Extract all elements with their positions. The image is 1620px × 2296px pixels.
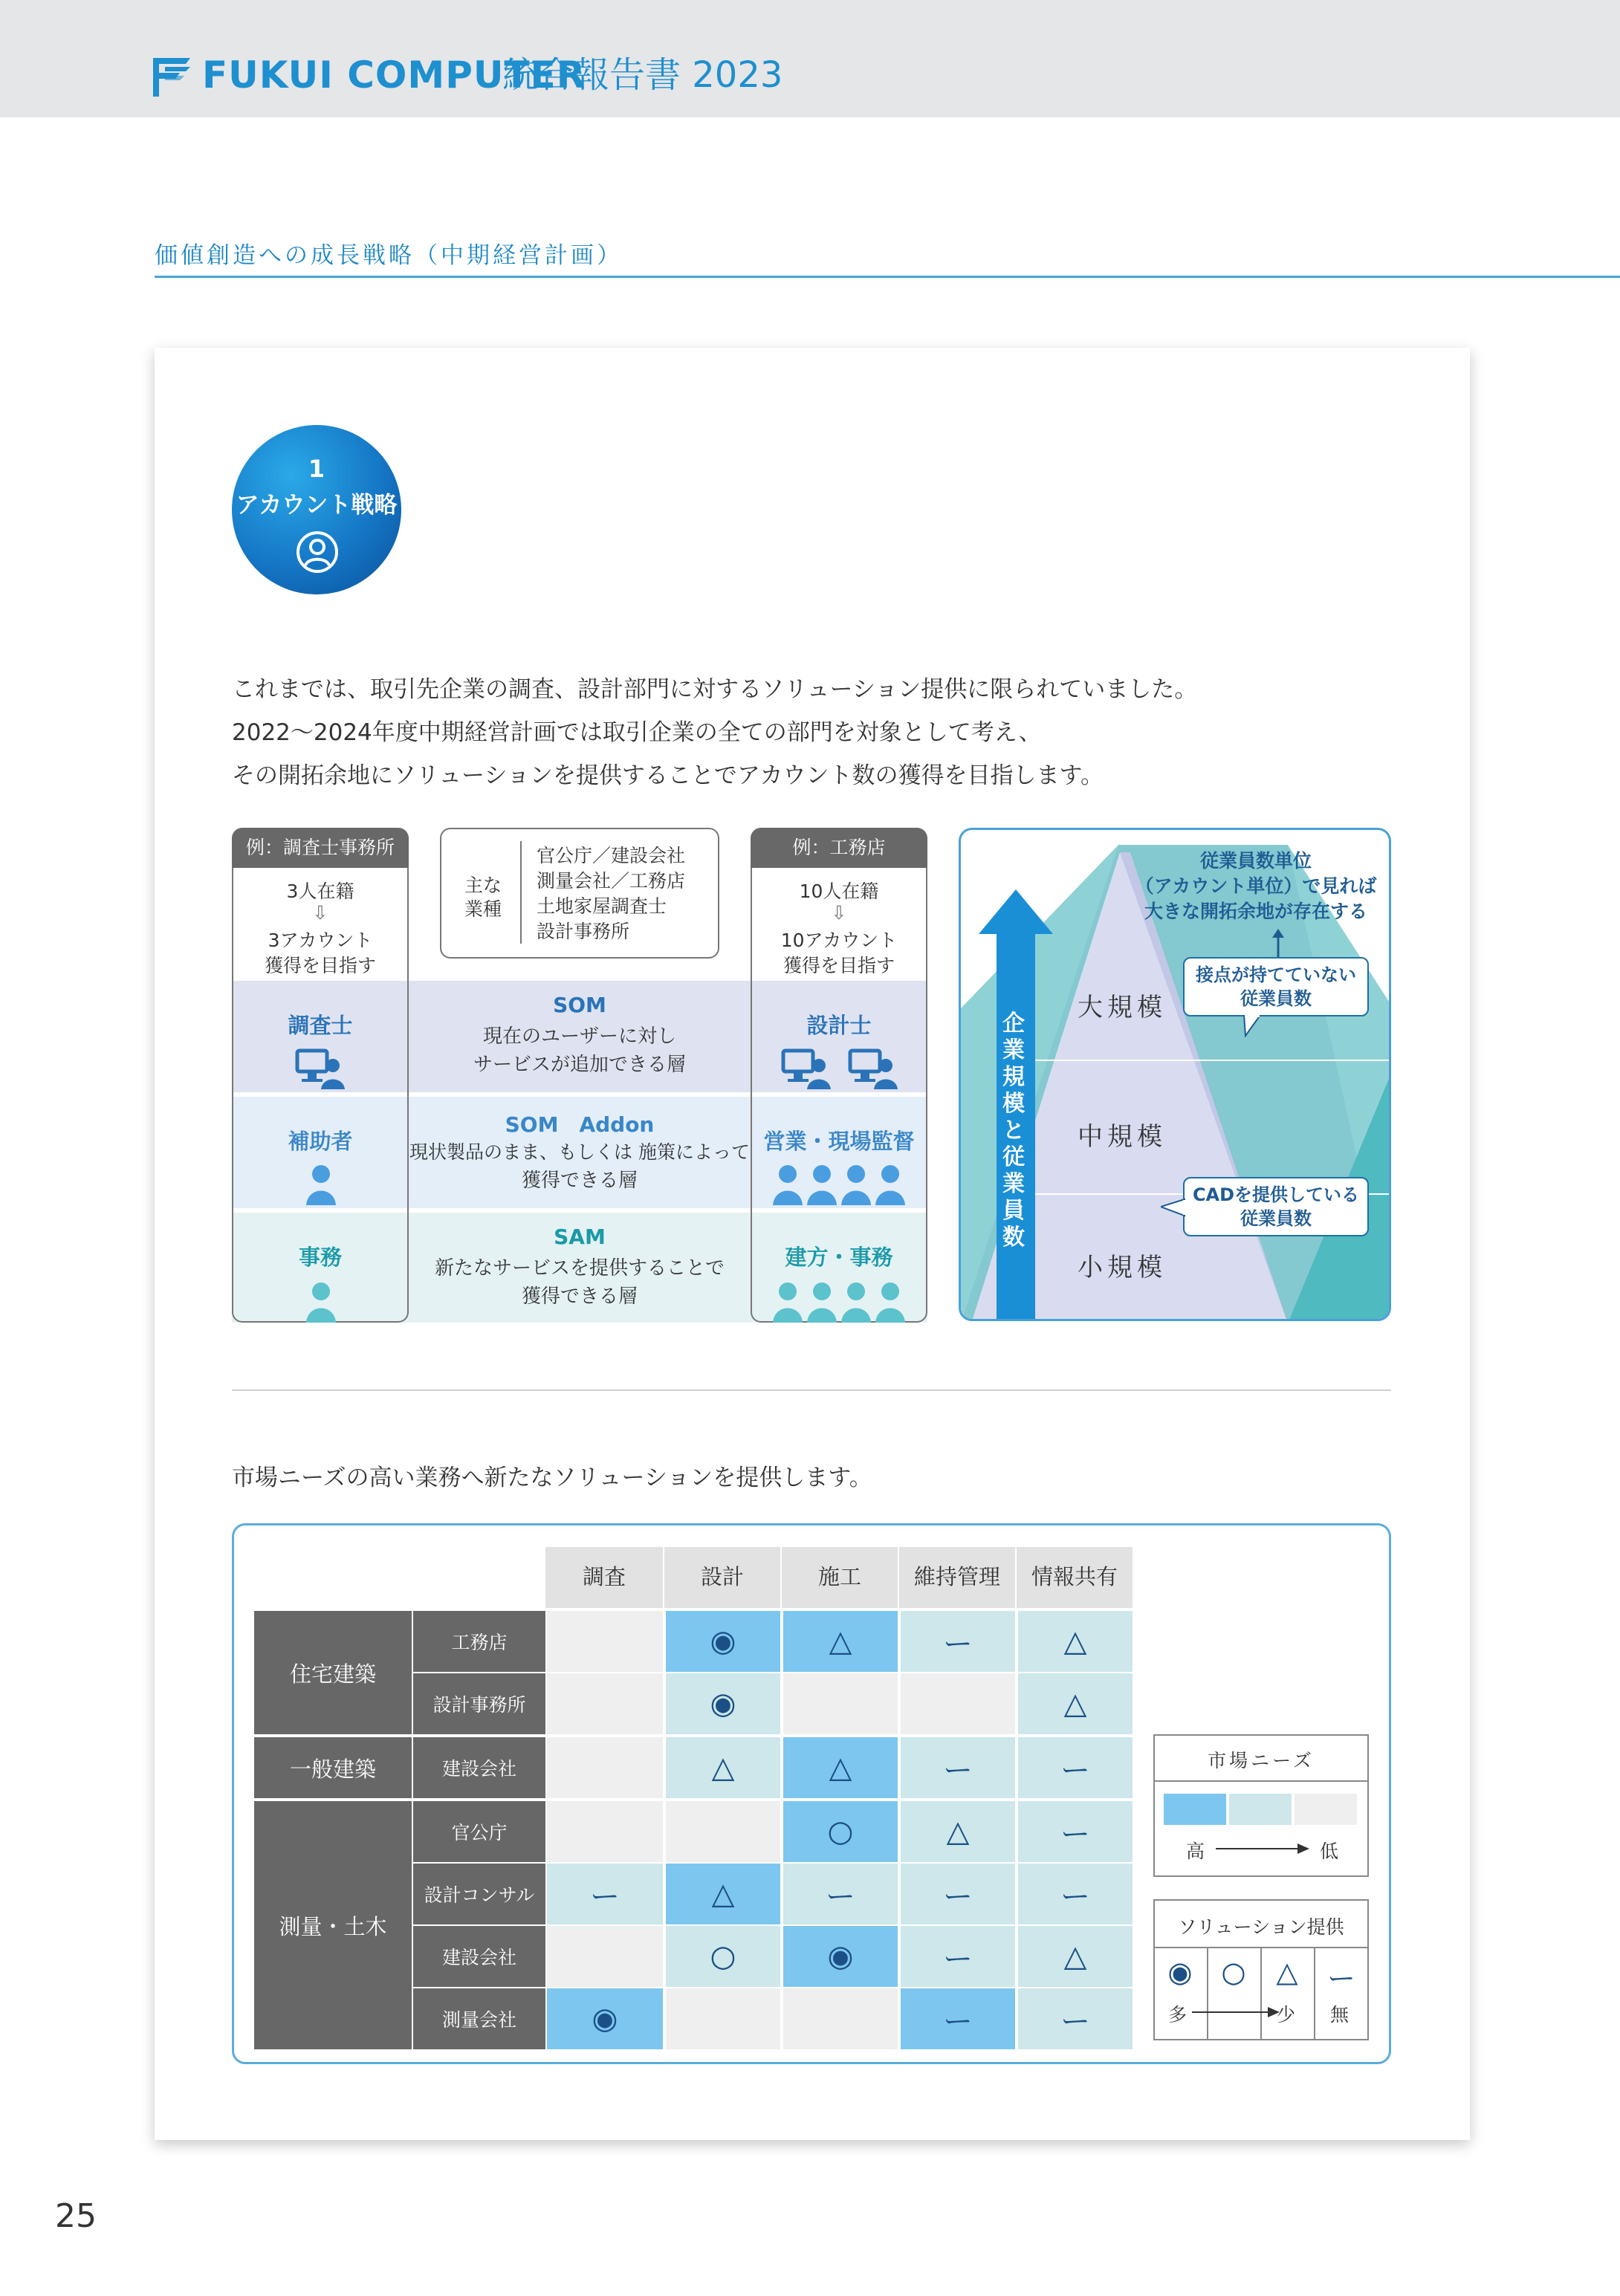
people-group-icon — [773, 1281, 907, 1323]
down-arrow-icon: ⇩ — [312, 902, 328, 924]
industries-label: 業種 — [464, 898, 502, 920]
matrix-row-label: 設計コンサル — [412, 1864, 545, 1924]
layer-title-som: SOM — [553, 993, 606, 1017]
matrix-cell: ー — [1017, 1988, 1133, 2049]
right-arrow-icon — [1192, 2005, 1280, 2020]
role-sales-supervisor: 営業・現場監督 — [763, 1129, 915, 1154]
matrix-column-header: 設計 — [664, 1547, 780, 1608]
matrix-group-label: 一般建築 — [254, 1737, 412, 1798]
matrix-cell — [545, 1611, 663, 1672]
matrix-cell: △ — [899, 1801, 1015, 1862]
computer-user-icon — [294, 1048, 346, 1089]
legend-few-label: 少 — [1277, 2004, 1296, 2026]
matrix-column-header: 維持管理 — [899, 1547, 1015, 1608]
example-right-goal: 獲得を目指す — [783, 955, 895, 976]
layer-desc: 新たなサービスを提供することで — [434, 1257, 725, 1280]
computer-user-icon — [847, 1048, 899, 1089]
industry-item: 測量会社／工務店 — [537, 870, 686, 892]
matrix-row-label: 建設会社 — [412, 1737, 545, 1798]
computer-user-icon — [780, 1048, 832, 1089]
legend-solution-title: ソリューション提供 — [1178, 1916, 1344, 1938]
role-surveyor: 調査士 — [288, 1013, 353, 1038]
industry-item: 設計事務所 — [537, 921, 630, 942]
legend-needs-title: 市場ニーズ — [1208, 1750, 1315, 1771]
matrix-cell: △ — [664, 1864, 780, 1924]
matrix-cell — [545, 1926, 663, 1987]
example-left-accounts: 3アカウント — [268, 930, 373, 951]
role-office: 事務 — [298, 1245, 342, 1270]
strategy-number: 1 — [308, 455, 325, 483]
matrix-cell: △ — [664, 1737, 780, 1798]
legend-swatch-low — [1295, 1794, 1357, 1825]
layer-title-addon: SOM Addon — [505, 1112, 655, 1137]
callout-line: CADを提供している — [1192, 1184, 1360, 1205]
pyramid-note: （アカウント単位）で見れば — [1135, 875, 1377, 897]
matrix-cell: ー — [899, 1611, 1015, 1672]
legend-swatch-mid — [1229, 1794, 1292, 1825]
matrix-cell — [545, 1673, 663, 1734]
legend-low-label: 低 — [1320, 1841, 1339, 1862]
person-icon — [306, 1164, 336, 1205]
matrix-cell: ー — [1017, 1737, 1133, 1798]
legend-rule — [1153, 1780, 1369, 1782]
size-small: 小規模 — [1078, 1253, 1167, 1282]
callout-pointer — [1161, 1196, 1186, 1219]
matrix-cell: △ — [782, 1611, 898, 1672]
matrix-group-label: 住宅建築 — [254, 1611, 412, 1734]
matrix-group-label: 測量・土木 — [254, 1801, 412, 2049]
matrix-cell: ー — [782, 1864, 898, 1924]
layer-desc: 獲得できる層 — [521, 1285, 638, 1308]
matrix-cell — [545, 1801, 663, 1862]
callout-no-contact — [1183, 957, 1369, 1016]
matrix-row-label: 建設会社 — [412, 1926, 545, 1987]
size-medium: 中規模 — [1078, 1122, 1167, 1152]
legend-none-label: 無 — [1330, 2004, 1350, 2026]
up-arrow-icon — [1271, 929, 1286, 959]
example-right-header: 例：工務店 — [751, 828, 927, 868]
matrix-cell: ー — [899, 1864, 1015, 1924]
matrix-cell: ー — [1017, 1801, 1133, 1862]
matrix-cell: ◉ — [545, 1988, 663, 2049]
matrix-cell — [782, 1988, 898, 2049]
matrix-cell: ー — [899, 1926, 1015, 1987]
industry-item: 官公庁／建設会社 — [537, 845, 686, 866]
layer-title-sam: SAM — [554, 1225, 606, 1249]
matrix-cell: △ — [1017, 1926, 1133, 1987]
brand-name: FUKUI COMPUTER — [202, 53, 586, 97]
matrix-column-header: 施工 — [782, 1547, 898, 1608]
matrix-cell: ー — [899, 1988, 1015, 2049]
matrix-cell: ー — [899, 1737, 1015, 1798]
matrix-cell: ー — [545, 1864, 663, 1924]
people-group-icon — [773, 1164, 907, 1205]
person-icon — [306, 1281, 336, 1323]
matrix-cell: ー — [1017, 1864, 1133, 1924]
example-right-accounts: 10アカウント — [780, 930, 898, 951]
page-number: 25 — [55, 2197, 97, 2235]
legend-high-label: 高 — [1186, 1841, 1205, 1862]
example-left-staff: 3人在籍 — [286, 881, 354, 902]
matrix-row-label: 官公庁 — [412, 1801, 545, 1862]
industries-divider — [520, 841, 522, 944]
intro-line: 2022～2024年度中期経営計画では取引企業の全ての部門を対象として考え、 — [232, 719, 1042, 746]
callout-line: 従業員数 — [1240, 988, 1312, 1009]
layer-desc: サービスが追加できる層 — [473, 1054, 686, 1076]
layer-desc: 現在のユーザーに対し — [482, 1025, 676, 1048]
strategy-label: アカウント戦略 — [236, 492, 398, 519]
matrix-column-header: 調査 — [545, 1547, 663, 1608]
matrix-cell: ○ — [782, 1801, 898, 1862]
role-designer: 設計士 — [806, 1013, 872, 1038]
pyramid-note: 従業員数単位 — [1199, 850, 1312, 872]
matrix-cell: ◉ — [664, 1611, 780, 1672]
industry-item: 土地家屋調査士 — [537, 895, 667, 917]
layer-desc: 獲得できる層 — [521, 1170, 638, 1192]
layer-desc: 現状製品のまま、もしくは 施策によって — [409, 1141, 750, 1163]
matrix-cell — [664, 1988, 780, 2049]
callout-line: 接点が持てていない — [1196, 964, 1356, 985]
industries-label: 主な — [464, 875, 502, 896]
section-title: 価値創造への成長戦略（中期経営計画） — [155, 242, 623, 269]
legend-many-label: 多 — [1168, 2004, 1188, 2026]
right-arrow-icon — [1216, 1841, 1309, 1856]
matrix-cell: △ — [1017, 1673, 1133, 1734]
matrix-cell — [899, 1673, 1015, 1734]
mark-circle-icon: ○ — [1221, 1956, 1246, 1988]
report-title: 統合報告書 2023 — [502, 54, 783, 96]
role-builders-office: 建方・事務 — [785, 1245, 893, 1270]
mark-dash-icon: ー — [1326, 1962, 1355, 1995]
callout-pointer — [1242, 1015, 1265, 1037]
company-size-axis-label: 企業規模と従業員数 — [1002, 1011, 1025, 1251]
matrix-row-label: 設計事務所 — [412, 1673, 545, 1734]
matrix-row-label: 工務店 — [412, 1611, 545, 1672]
matrix-column-header: 情報共有 — [1017, 1547, 1133, 1608]
mark-double-circle-icon: ◉ — [1167, 1956, 1193, 1988]
callout-cad — [1183, 1177, 1369, 1236]
example-right-staff: 10人在籍 — [799, 881, 879, 902]
pyramid-note: 大きな開拓余地が存在する — [1144, 901, 1367, 922]
fukui-logo-icon — [153, 53, 190, 97]
section-divider — [232, 1389, 1391, 1391]
legend-swatch-high — [1164, 1794, 1226, 1825]
matrix-cell: ◉ — [664, 1673, 780, 1734]
needs-intro: 市場ニーズの高い業務へ新たなソリューションを提供します。 — [232, 1465, 872, 1491]
intro-line: その開拓余地にソリューションを提供することでアカウント数の獲得を目指します。 — [232, 762, 1104, 789]
matrix-cell: △ — [1017, 1611, 1133, 1672]
example-left-header: 例：調査士事務所 — [232, 828, 409, 868]
section-rule — [155, 276, 1620, 278]
person-icon — [296, 531, 339, 574]
matrix-cell — [664, 1801, 780, 1862]
matrix-cell: ○ — [664, 1926, 780, 1987]
callout-line: 従業員数 — [1240, 1208, 1312, 1229]
matrix-row-label: 測量会社 — [412, 1988, 545, 2049]
matrix-cell: ◉ — [782, 1926, 898, 1987]
intro-line: これまでは、取引先企業の調査、設計部門に対するソリューション提供に限られていました。 — [232, 676, 1198, 703]
role-assistant: 補助者 — [288, 1129, 353, 1154]
example-left-goal: 獲得を目指す — [264, 955, 376, 976]
down-arrow-icon: ⇩ — [831, 902, 847, 924]
size-large: 大規模 — [1078, 993, 1167, 1022]
matrix-cell — [782, 1673, 898, 1734]
matrix-cell — [545, 1737, 663, 1798]
mark-triangle-icon: △ — [1276, 1956, 1298, 1988]
matrix-cell: △ — [782, 1737, 898, 1798]
